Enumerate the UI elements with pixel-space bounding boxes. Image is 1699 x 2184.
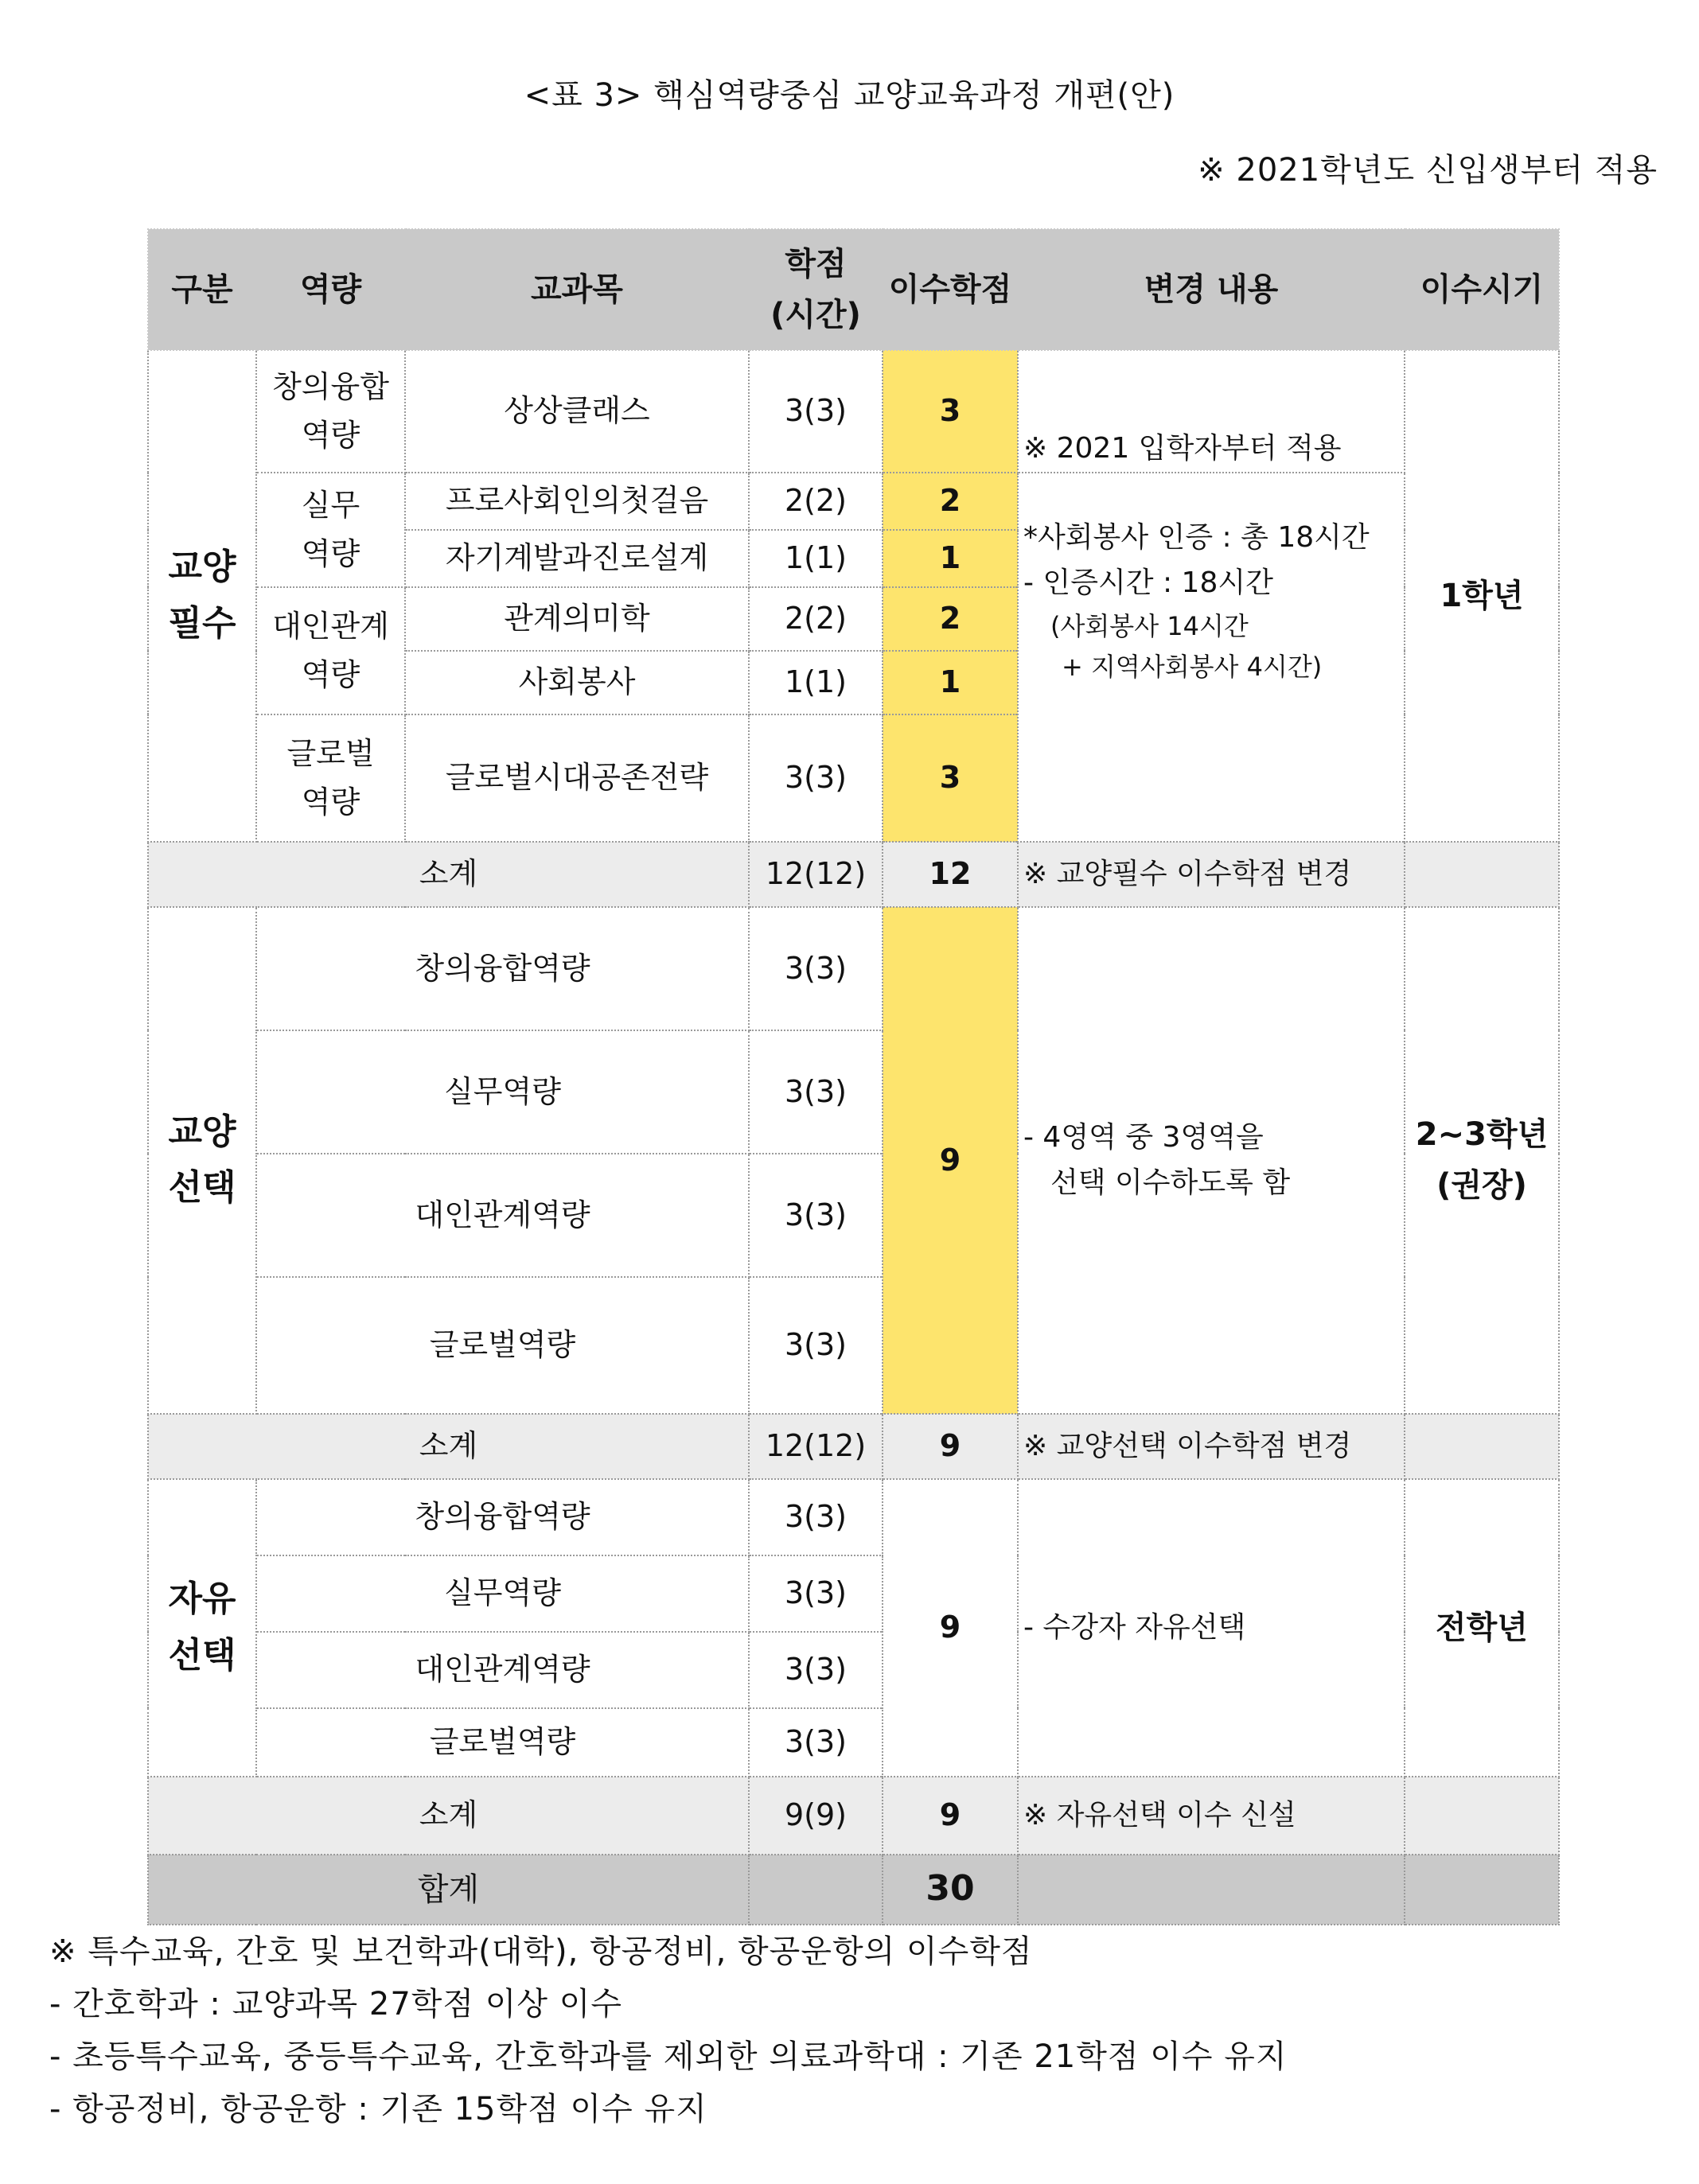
category-free xyxy=(148,1479,256,1777)
note-line: - 4영역 중 3영역을 xyxy=(1023,1120,1264,1154)
table-header-row xyxy=(148,229,1559,350)
footnote-line: - 항공정비, 항공운항 : 기존 15학점 이수 유지 xyxy=(49,2091,707,2128)
competency-cell xyxy=(256,473,405,587)
subtotal-label: 소계 xyxy=(148,1414,749,1479)
course-cell: 글로벌시대공존전략 xyxy=(405,714,749,842)
course-cell: 상상클래스 xyxy=(405,350,749,473)
subtotal-note: ※ 교양필수 이수학점 변경 xyxy=(1018,842,1405,907)
table-row xyxy=(148,907,1559,1030)
category-line: 교양 xyxy=(168,547,236,588)
footnote-line: ※ 특수교육, 간호 및 보건학과(대학), 항공정비, 항공운항의 이수학점 xyxy=(49,1933,1033,1970)
category-line: 선택 xyxy=(168,1167,236,1209)
header-required-credit: 이수학점 xyxy=(883,229,1018,350)
subtotal-row xyxy=(148,842,1559,907)
note-line: + 지역사회봉사 4시간) xyxy=(1062,651,1323,682)
note-line: (사회봉사 14시간 xyxy=(1050,610,1249,641)
competency-line: 역량 xyxy=(301,417,360,453)
total-period-empty xyxy=(1405,1855,1559,1925)
competency-cell xyxy=(256,714,405,842)
category-line: 선택 xyxy=(168,1634,236,1676)
competency-line: 대인관계 xyxy=(272,608,389,644)
credit-cell: 3(3) xyxy=(749,350,883,473)
subtotal-label: 소계 xyxy=(148,842,749,907)
competency-cell xyxy=(256,350,405,473)
credit-cell: 3(3) xyxy=(749,1154,883,1277)
change-note-service xyxy=(1018,473,1405,842)
table-row xyxy=(148,1479,1559,1555)
required-credit-cell: 9 xyxy=(883,907,1018,1414)
course-cell: 대인관계역량 xyxy=(256,1154,749,1277)
subtotal-row xyxy=(148,1414,1559,1479)
header-period: 이수시기 xyxy=(1405,229,1559,350)
note-line: - 인증시간 : 18시간 xyxy=(1023,566,1273,600)
credit-cell: 3(3) xyxy=(749,714,883,842)
subtotal-note: ※ 자유선택 이수 신설 xyxy=(1018,1777,1405,1855)
category-elective xyxy=(148,907,256,1414)
note-line: *사회봉사 인증 : 총 18시간 xyxy=(1023,520,1370,554)
subtotal-required-credit: 9 xyxy=(883,1414,1018,1479)
table-row xyxy=(148,350,1559,473)
course-cell: 관계의미학 xyxy=(405,587,749,651)
change-note-free: - 수강자 자유선택 xyxy=(1018,1479,1405,1777)
change-note-elective xyxy=(1018,907,1405,1414)
competency-line: 역량 xyxy=(301,784,360,819)
subtotal-label: 소계 xyxy=(148,1777,749,1855)
total-label: 합계 xyxy=(148,1855,749,1925)
required-credit-cell: 1 xyxy=(883,651,1018,714)
category-line: 자유 xyxy=(168,1579,236,1620)
subtotal-period-empty xyxy=(1405,1414,1559,1479)
category-line: 교양 xyxy=(168,1111,236,1152)
required-credit-cell: 2 xyxy=(883,473,1018,530)
total-note-empty xyxy=(1018,1855,1405,1925)
course-cell: 글로벌역량 xyxy=(256,1708,749,1777)
header-credit xyxy=(749,229,883,350)
category-required xyxy=(148,350,256,842)
change-note-apply: ※ 2021 입학자부터 적용 xyxy=(1018,350,1405,473)
credit-cell: 3(3) xyxy=(749,907,883,1030)
course-cell: 대인관계역량 xyxy=(256,1632,749,1708)
competency-line: 글로벌 xyxy=(286,735,375,771)
competency-line: 역량 xyxy=(301,535,360,571)
header-category: 구분 xyxy=(148,229,256,350)
subtotal-row xyxy=(148,1777,1559,1855)
credit-cell: 3(3) xyxy=(749,1479,883,1555)
total-required-credit: 30 xyxy=(883,1855,1018,1925)
credit-cell: 3(3) xyxy=(749,1030,883,1154)
course-cell: 창의융합역량 xyxy=(256,1479,749,1555)
course-cell: 실무역량 xyxy=(256,1555,749,1632)
header-competency: 역량 xyxy=(256,229,405,350)
competency-line: 실무 xyxy=(301,487,360,523)
subtotal-required-credit: 12 xyxy=(883,842,1018,907)
footnote-line: - 간호학과 : 교양과목 27학점 이상 이수 xyxy=(49,1986,623,2022)
table-row xyxy=(148,473,1559,530)
subtotal-credit: 9(9) xyxy=(749,1777,883,1855)
period-elective xyxy=(1405,907,1559,1414)
subtotal-required-credit: 9 xyxy=(883,1777,1018,1855)
total-row xyxy=(148,1855,1559,1925)
competency-cell xyxy=(256,587,405,714)
table-caption: <표 3> 핵심역량중심 교양교육과정 개편(안) xyxy=(524,77,1175,114)
period-line: 2~3학년 xyxy=(1415,1116,1549,1154)
course-cell: 사회봉사 xyxy=(405,651,749,714)
credit-cell: 3(3) xyxy=(749,1708,883,1777)
footnotes xyxy=(49,1925,1288,2135)
footnote-line: - 초등특수교육, 중등특수교육, 간호학과를 제외한 의료과학대 : 기존 21학점 이수 유지 xyxy=(49,2038,1288,2075)
course-cell: 자기계발과진로설계 xyxy=(405,530,749,587)
required-credit-cell: 2 xyxy=(883,587,1018,651)
subtotal-note: ※ 교양선택 이수학점 변경 xyxy=(1018,1414,1405,1479)
subtotal-period-empty xyxy=(1405,842,1559,907)
course-cell: 프로사회인의첫걸음 xyxy=(405,473,749,530)
credit-cell: 3(3) xyxy=(749,1555,883,1632)
required-credit-cell: 9 xyxy=(883,1479,1018,1777)
course-cell: 실무역량 xyxy=(256,1030,749,1154)
required-credit-cell: 3 xyxy=(883,350,1018,473)
category-line: 필수 xyxy=(168,602,236,644)
period-line: (권장) xyxy=(1436,1167,1527,1205)
credit-cell: 1(1) xyxy=(749,530,883,587)
subtotal-period-empty xyxy=(1405,1777,1559,1855)
header-change: 변경 내용 xyxy=(1018,229,1405,350)
note-line: 선택 이수하도록 함 xyxy=(1050,1166,1291,1200)
curriculum-table xyxy=(147,228,1560,1925)
course-cell: 창의융합역량 xyxy=(256,907,749,1030)
applicability-note: ※ 2021학년도 신입생부터 적용 xyxy=(1198,152,1658,189)
period-required: 1학년 xyxy=(1405,350,1559,842)
header-credit-line2: (시간) xyxy=(770,297,861,333)
credit-cell: 2(2) xyxy=(749,473,883,530)
credit-cell: 3(3) xyxy=(749,1277,883,1414)
subtotal-credit: 12(12) xyxy=(749,842,883,907)
course-cell: 글로벌역량 xyxy=(256,1277,749,1414)
competency-line: 역량 xyxy=(301,656,360,692)
competency-line: 창의융합 xyxy=(272,369,389,404)
credit-cell: 2(2) xyxy=(749,587,883,651)
subtotal-credit: 12(12) xyxy=(749,1414,883,1479)
credit-cell: 1(1) xyxy=(749,651,883,714)
header-credit-line1: 학점 xyxy=(785,246,847,282)
header-course: 교과목 xyxy=(405,229,749,350)
required-credit-cell: 3 xyxy=(883,714,1018,842)
period-free: 전학년 xyxy=(1405,1479,1559,1777)
total-credit-empty xyxy=(749,1855,883,1925)
credit-cell: 3(3) xyxy=(749,1632,883,1708)
required-credit-cell: 1 xyxy=(883,530,1018,587)
